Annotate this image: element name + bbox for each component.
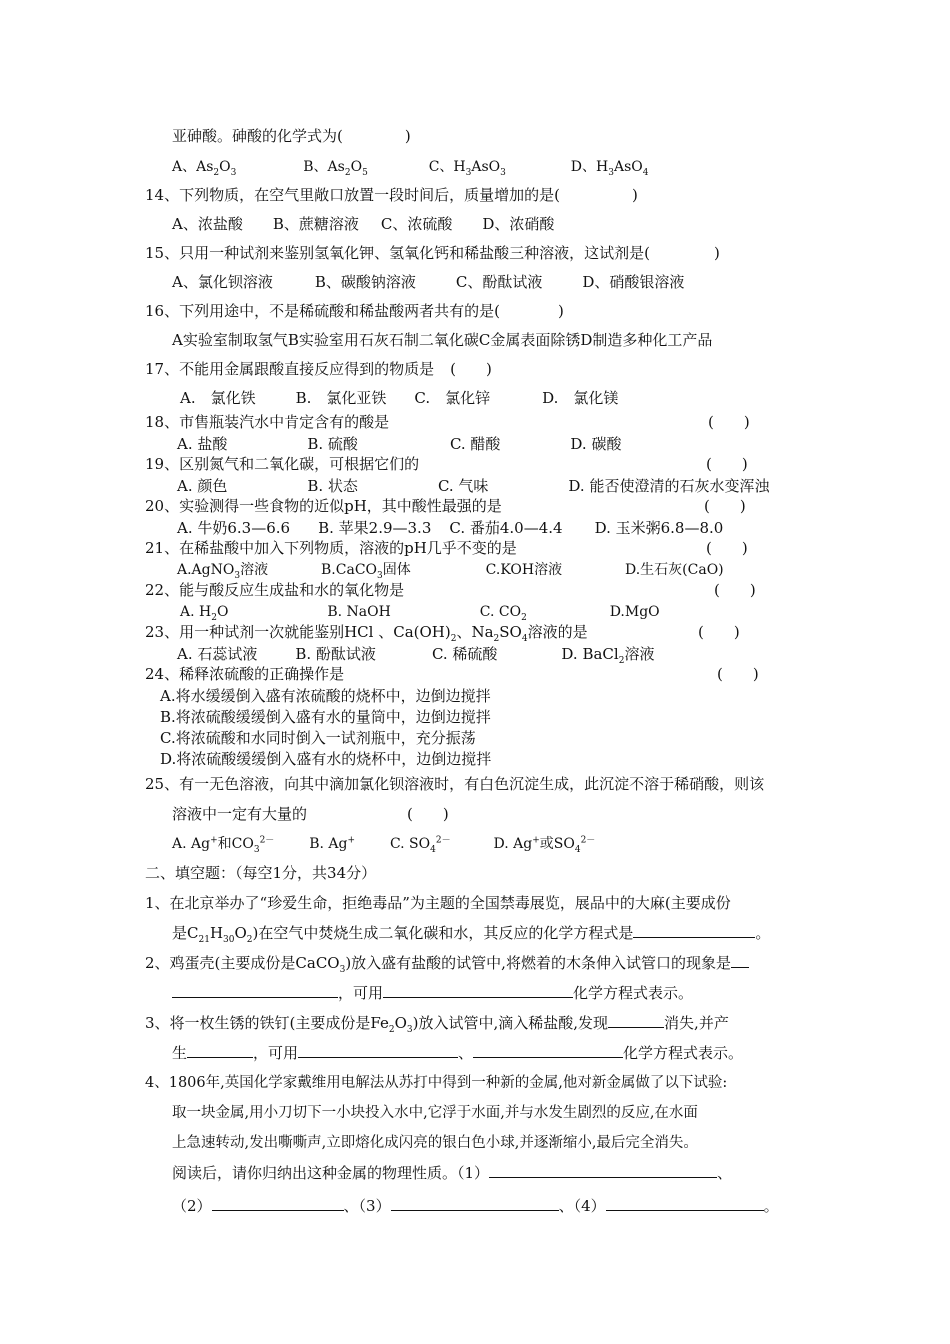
f4-blank-2[interactable] [212,1196,344,1211]
q23-options: A. 石蕊试液 B. 酚酞试液 C. 稀硫酸 D. BaCl$_2$溶液 [177,645,655,666]
q18-options: A. 盐酸 B. 硫酸 C. 醋酸 D. 碳酸 [177,435,622,453]
f4-blank-4[interactable] [606,1196,764,1211]
f1-line2: 是$C_{21}H_{30}O_2$)在空气中焚烧生成二氧化碳和水，其反应的化学方程式是 。 [172,924,771,945]
q19-paren: ( ) [706,455,748,473]
q24-paren: ( ) [717,665,759,683]
f3-blank-3[interactable] [298,1043,458,1058]
q19-stem: 19、区别氮气和二氧化碳，可根据它们的 [145,455,420,473]
q13-options: A、$As_2O_3$ B、$As_2O_5$ C、$H_3AsO_3$ D、$H_3AsO_4$ [172,159,649,178]
q24-option-d: D.将浓硫酸缓缓倒入盛有水的烧杯中，边倒边搅拌 [160,750,492,768]
f4-line2: 取一块金属,用小刀切下一小块投入水中,它浮于水面,并与水发生剧烈的反应,在水面 [172,1105,698,1121]
q22-stem: 22、能与酸反应生成盐和水的氧化物是 [145,581,405,599]
q25-stem-line2: 溶液中一定有大量的 ( ) [172,805,449,823]
q24-option-b: B.将浓硫酸缓缓倒入盛有水的量筒中，边倒边搅拌 [160,708,491,726]
q24-stem: 24、稀释浓硫酸的正确操作是 [145,665,345,683]
q23-paren: ( ) [698,623,740,641]
q17-options: A. 氯化铁 B. 氯化亚铁 C. 氯化锌 D. 氯化镁 [180,389,619,407]
f4-line1: 4、1806年,英国化学家戴维用电解法从苏打中得到一种新的金属,他对新金属做了以下试验: [145,1075,728,1091]
q17-stem: 17、不能用金属跟酸直接反应得到的物质是 ( ) [145,360,492,378]
q21-stem: 21、在稀盐酸中加入下列物质，溶液的pH几乎不变的是 [145,539,517,557]
q18-stem: 18、市售瓶装汽水中肯定含有的酸是 [145,413,390,431]
f1-line1: 1、在北京举办了“珍爱生命，拒绝毒品”为主题的全国禁毒展览，展品中的大麻(主要成份 [145,894,731,912]
f2-line1: 2、鸡蛋壳(主要成份是CaCO$_3$)放入盛有盐酸的试管中,将燃着的木条伸入试管口的现象是 [145,953,749,973]
f4-line5: （2） 、（3） 、（4） 。 [172,1197,779,1215]
q25-stem-line1: 25、有一无色溶液，向其中滴加氯化钡溶液时，有白色沉淀生成，此沉淀不溶于稀硝酸，则该 [145,775,765,793]
q20-options: A. 牛奶6.3—6.6 B. 苹果2.9—3.3 C. 番茄4.0—4.4 D. 玉米粥6.8—8.0 [177,519,724,537]
q13-stem: 亚砷酸。砷酸的化学式为( ) [172,127,411,145]
q19-options: A. 颜色 B. 状态 C. 气味 D. 能否使澄清的石灰水变浑浊 [177,477,770,495]
q22-options: A. $H_2O$ B. NaOH C. $CO_2$ D.MgO [180,604,660,623]
f2-line2: ，可用 化学方程式表示。 [172,983,693,1003]
f2-blank-2[interactable] [383,983,573,998]
q22-paren: ( ) [714,581,756,599]
f4-line4: 阅读后，请你归纳出这种金属的物理性质。（1） 、 [172,1164,733,1182]
f4-blank-1[interactable] [489,1163,717,1178]
q14-options: A、浓盐酸 B、蔗糖溶液 C、浓硫酸 D、浓硝酸 [172,215,555,233]
q21-options: A.AgNO$_3$溶液 B.CaCO$_3$固体 C.KOH溶液 D.生石灰(CaO) [177,562,724,581]
q24-option-c: C.将浓硫酸和水同时倒入一试剂瓶中，充分振荡 [160,729,476,747]
q16-stem: 16、下列用途中，不是稀硫酸和稀盐酸两者共有的是( ) [145,302,564,320]
q25-options: A. Ag+和$CO_3^{2-}$ B. Ag+ C. $SO_4^{2-}$ D. Ag+或$SO_4^{2-}$ [172,835,596,855]
f3-blank-2[interactable] [187,1043,253,1058]
f4-line3: 上急速转动,发出嘶嘶声,立即熔化成闪亮的银白色小球,并逐渐缩小,最后完全消失。 [172,1135,698,1151]
q23-stem: 23、用一种试剂一次就能鉴别HCl 、$Ca(OH)_2$、$Na_2SO_4$溶液的是 [145,623,588,644]
q24-option-a: A.将水缓缓倒入盛有浓硫酸的烧杯中，边倒边搅拌 [160,687,491,705]
q21-paren: ( ) [706,539,748,557]
q20-paren: ( ) [704,497,746,515]
f3-blank-4[interactable] [473,1043,623,1058]
f4-blank-3[interactable] [391,1196,559,1211]
q15-options: A、氯化钡溶液 B、碳酸钠溶液 C、酚酞试液 D、硝酸银溶液 [172,273,685,291]
f3-blank-1[interactable] [608,1013,664,1028]
q15-stem: 15、只用一种试剂来鉴别氢氧化钾、氢氧化钙和稀盐酸三种溶液，这试剂是( ) [145,244,720,262]
f2-blank-1a[interactable] [731,953,749,968]
q16-options: A实验室制取氢气B实验室用石灰石制二氧化碳C金属表面除锈D制造多种化工产品 [172,331,713,349]
section2-title: 二、填空题：（每空1分，共34分） [145,864,377,882]
f2-blank-1b[interactable] [172,983,338,998]
f1-blank[interactable] [633,923,755,938]
q20-stem: 20、实验测得一些食物的近似pH，其中酸性最强的是 [145,497,502,515]
q14-stem: 14、下列物质，在空气里敞口放置一段时间后，质量增加的是( ) [145,186,638,204]
q18-paren: ( ) [708,413,750,431]
f3-line2: 生 ，可用 、 化学方程式表示。 [172,1044,744,1062]
f3-line1: 3、将一枚生锈的铁钉(主要成份是$Fe_2O_3$)放入试管中,滴入稀盐酸,发现 消失,并产 [145,1014,729,1035]
